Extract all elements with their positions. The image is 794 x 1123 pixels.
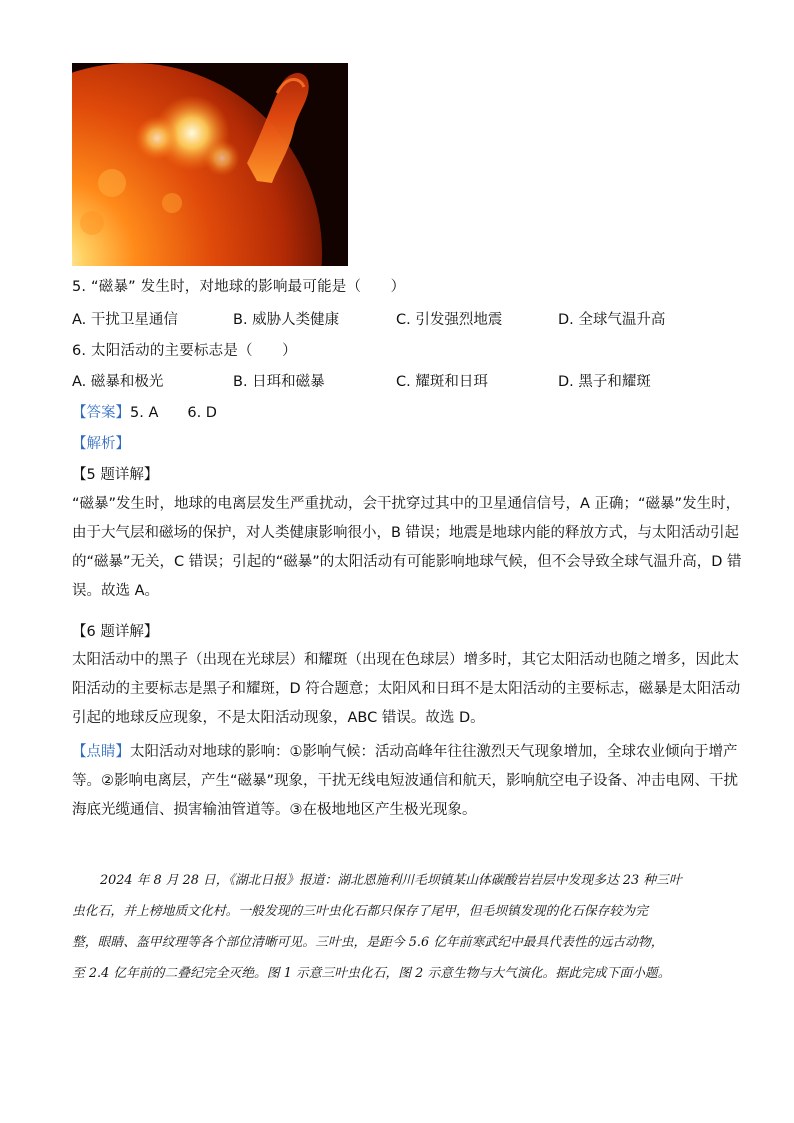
question-5-option-b: B. 威胁人类健康 xyxy=(233,312,340,328)
tip-body xyxy=(72,738,739,825)
tip-line: 等。②影响电离层，产生“磁暴”现象，干扰无线电短波通信和航天，影响航空电子设备、冲击电网、干扰 xyxy=(72,773,739,789)
reading-passage xyxy=(72,865,722,989)
question-5-option-c: C. 引发强烈地震 xyxy=(396,312,503,328)
question-5-option-d: D. 全球气温升高 xyxy=(558,312,666,328)
answer-text: 5. A 6. D xyxy=(130,405,217,421)
passage-line: 虫化石，并上榜地质文化村。一般发现的三叶虫化石都只保存了尾甲，但毛坝镇发现的化石保存较为完 xyxy=(72,904,648,919)
tip-line: 太阳活动对地球的影响：①影响气候：活动高峰年往往激烈天气现象增加，全球农业倾向于增产 xyxy=(130,744,738,760)
detail-5-line: 的“磁暴”无关，C 错误；引起的“磁暴”的太阳活动有可能影响地球气候，但不会导致全球气温升高，D 错 xyxy=(72,554,742,570)
detail-5-line: “磁暴”发生时，地球的电离层发生严重扰动，会干扰穿过其中的卫星通信信号，A 正确；“磁暴”发生时， xyxy=(72,496,741,512)
solar-flare-image xyxy=(72,63,348,266)
sun-illustration xyxy=(72,63,348,266)
passage-line: 至 2.4 亿年前的二叠纪完全灭绝。图 1 示意三叶虫化石，图 2 示意生物与大气演化。据此完成下面小题。 xyxy=(72,966,671,981)
question-6-option-c: C. 耀斑和日珥 xyxy=(396,374,488,390)
detail-6-line: 引起的地球反应现象，不是太阳活动现象，ABC 错误。故选 D。 xyxy=(72,710,485,726)
question-6-option-d: D. 黑子和耀斑 xyxy=(558,374,651,390)
question-6-option-b: B. 日珥和磁暴 xyxy=(233,374,325,390)
question-6-option-a: A. 磁暴和极光 xyxy=(72,374,164,390)
tip-first-line xyxy=(72,738,738,767)
detail-5-line: 由于大气层和磁场的保护，对人类健康影响很小，B 错误；地震是地球内能的释放方式，与太阳活动引起 xyxy=(72,525,740,541)
detail-5-line: 误。故选 A。 xyxy=(72,583,160,599)
answer-label: 【答案】 xyxy=(72,405,130,421)
detail-6-line: 太阳活动中的黑子（出现在光球层）和耀斑（出现在色球层）增多时，其它太阳活动也随之增多，因此太 xyxy=(72,652,739,668)
detail-6-heading: 【6 题详解】 xyxy=(72,624,159,640)
tip-line: 海底光缆通信、损害输油管道等。③在极地地区产生极光现象。 xyxy=(72,802,477,818)
passage-line: 2024 年 8 月 28 日，《湖北日报》报道：湖北恩施利川毛坝镇某山体碳酸岩岩层中发现多达 23 种三叶 xyxy=(100,873,682,888)
question-5-stem: 5. “磁暴” 发生时，对地球的影响最可能是（ ） xyxy=(72,279,406,295)
question-5-option-a: A. 干扰卫星通信 xyxy=(72,312,178,328)
passage-line: 整，眼睛、盔甲纹理等各个部位清晰可见。三叶虫，是距今 5.6 亿年前寒武纪中最具代表性的远古动物， xyxy=(72,935,664,950)
question-6-stem: 6. 太阳活动的主要标志是（ ） xyxy=(72,343,297,359)
tip-label: 【点睛】 xyxy=(72,744,130,760)
detail-5-body xyxy=(72,490,742,606)
answer-line xyxy=(72,401,217,422)
analysis-label: 【解析】 xyxy=(72,436,130,452)
detail-6-body xyxy=(72,646,741,733)
detail-6-line: 阳活动的主要标志是黑子和耀斑，D 符合题意；太阳风和日珥不是太阳活动的主要标志，磁暴是太阳活动 xyxy=(72,681,741,697)
detail-5-heading: 【5 题详解】 xyxy=(72,467,159,483)
